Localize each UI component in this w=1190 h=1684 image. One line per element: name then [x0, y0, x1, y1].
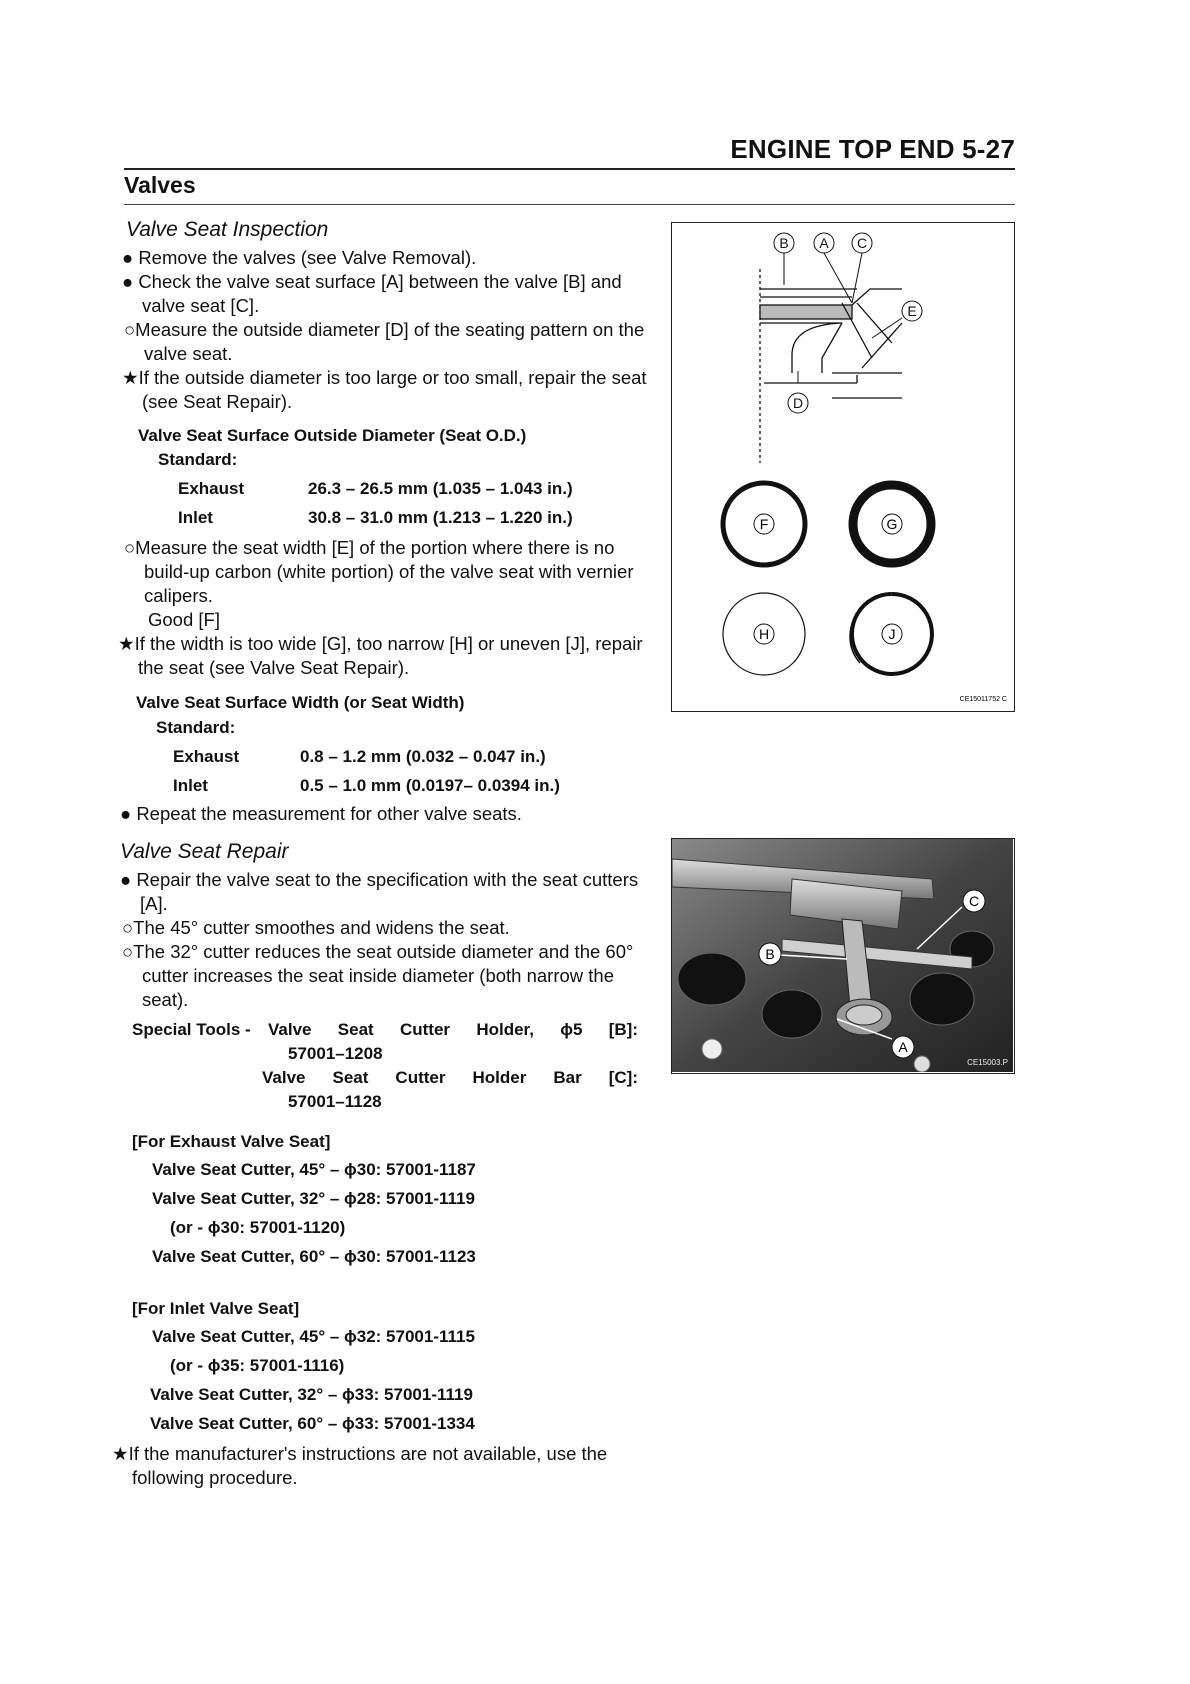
od-inlet-label: Inlet [178, 508, 213, 527]
final-note: ★If the manufacturer's instructions are not available, use the following procedure. [112, 1443, 608, 1488]
repair-heading: Valve Seat Repair [120, 840, 289, 863]
diagram-svg [672, 223, 1013, 710]
seat-pattern-too-wide [853, 485, 931, 563]
tool-holder-bar: Valve Seat Cutter Holder Bar [C]: [262, 1068, 638, 1087]
label-j: J [888, 626, 896, 642]
inspection-item: ★If the outside diameter is too large or too small, repair the seat (see Seat Repair). [122, 367, 647, 412]
width-inlet-label: Inlet [173, 776, 208, 795]
label-h: H [758, 626, 770, 642]
photo-label-b: B [765, 946, 775, 962]
special-tools-label: Special Tools - [132, 1020, 251, 1039]
label-a: A [819, 235, 829, 251]
cross-section [760, 269, 902, 463]
text-column [112, 0, 647, 1684]
width-inlet-value: 0.5 – 1.0 mm (0.0197– 0.0394 in.) [300, 776, 560, 795]
seat-width-warning: ★If the width is too wide [G], too narrow [H] or uneven [J], repair the seat (see Valve Seat Repair). [118, 633, 643, 678]
inspection-heading: Valve Seat Inspection [126, 218, 329, 241]
inlet-cutter: Valve Seat Cutter, 32° – ϕ33: 57001-1119 [150, 1385, 473, 1404]
exhaust-cutter: Valve Seat Cutter, 32° – ϕ28: 57001-1119 [152, 1189, 475, 1208]
label-c: C [856, 235, 868, 251]
width-spec-standard: Standard: [156, 718, 236, 737]
inlet-cutters-title: [For Inlet Valve Seat] [132, 1299, 300, 1318]
od-spec-standard: Standard: [158, 450, 238, 469]
tool-holder: Valve Seat Cutter Holder, ϕ5 [B]: [268, 1020, 638, 1039]
inlet-cutter: Valve Seat Cutter, 45° – ϕ32: 57001-1115 [152, 1327, 475, 1346]
od-exhaust-label: Exhaust [178, 479, 245, 498]
label-e: E [907, 303, 917, 319]
exhaust-cutter: (or - ϕ30: 57001-1120) [170, 1218, 346, 1237]
valve-seat-cutter-photo [671, 838, 1015, 1074]
seat-width-text: ○Measure the seat width [E] of the portion where there is no build-up carbon (white portion) of the valve seat with vernier calipers. [124, 537, 634, 606]
inlet-cutter: Valve Seat Cutter, 60° – ϕ33: 57001-1334 [150, 1414, 475, 1433]
tool-holder-number: 57001–1208 [288, 1044, 383, 1063]
label-b: B [779, 235, 789, 251]
exhaust-cutter: Valve Seat Cutter, 45° – ϕ30: 57001-1187 [152, 1160, 476, 1179]
figure1-code: CE15011752 C [959, 696, 1007, 703]
width-exhaust-value: 0.8 – 1.2 mm (0.032 – 0.047 in.) [300, 747, 546, 766]
photo-label-c: C [968, 893, 980, 909]
seat-pattern-too-narrow [723, 593, 805, 675]
label-d: D [792, 395, 804, 411]
photo-svg [672, 839, 1013, 1072]
figure2-code: CE15003.P [967, 1058, 1008, 1067]
inlet-cutter: (or - ϕ35: 57001-1116) [170, 1356, 345, 1375]
inspection-item: ○Measure the outside diameter [D] of the seating pattern on the valve seat. [124, 319, 645, 364]
repair-item: ● Repair the valve seat to the specification with the seat cutters [A]. [120, 869, 639, 914]
page-header-title: ENGINE TOP END 5-27 [730, 134, 1015, 164]
section-title: Valves [124, 172, 196, 198]
good-label: Good [F] [148, 609, 220, 630]
seat-pattern-good [723, 483, 805, 565]
photo-label-a: A [898, 1039, 908, 1055]
inspection-item: ● Check the valve seat surface [A] between the valve [B] and valve seat [C]. [122, 271, 622, 316]
inspection-item: ● Remove the valves (see Valve Removal). [122, 247, 477, 268]
tool-holder-bar-number: 57001–1128 [288, 1092, 382, 1111]
repeat-note: ● Repeat the measurement for other valve seats. [120, 803, 522, 824]
exhaust-cutter: Valve Seat Cutter, 60° – ϕ30: 57001-1123 [152, 1247, 476, 1266]
od-exhaust-value: 26.3 – 26.5 mm (1.035 – 1.043 in.) [308, 479, 573, 498]
valve-seat-diagram [671, 222, 1015, 712]
repair-item: ○The 45° cutter smoothes and widens the seat. [122, 917, 510, 938]
label-g: G [886, 516, 898, 532]
od-inlet-value: 30.8 – 31.0 mm (1.213 – 1.220 in.) [308, 508, 573, 527]
seat-pattern-uneven [850, 594, 932, 674]
od-spec-title: Valve Seat Surface Outside Diameter (Seat O.D.) [138, 426, 527, 445]
label-f: F [759, 516, 769, 532]
width-spec-title: Valve Seat Surface Width (or Seat Width) [136, 693, 465, 712]
width-exhaust-label: Exhaust [173, 747, 240, 766]
exhaust-cutters-title: [For Exhaust Valve Seat] [132, 1132, 331, 1151]
repair-item: ○The 32° cutter reduces the seat outside diameter and the 60° cutter increases the seat inside diameter (both narrow the seat). [122, 941, 634, 1010]
